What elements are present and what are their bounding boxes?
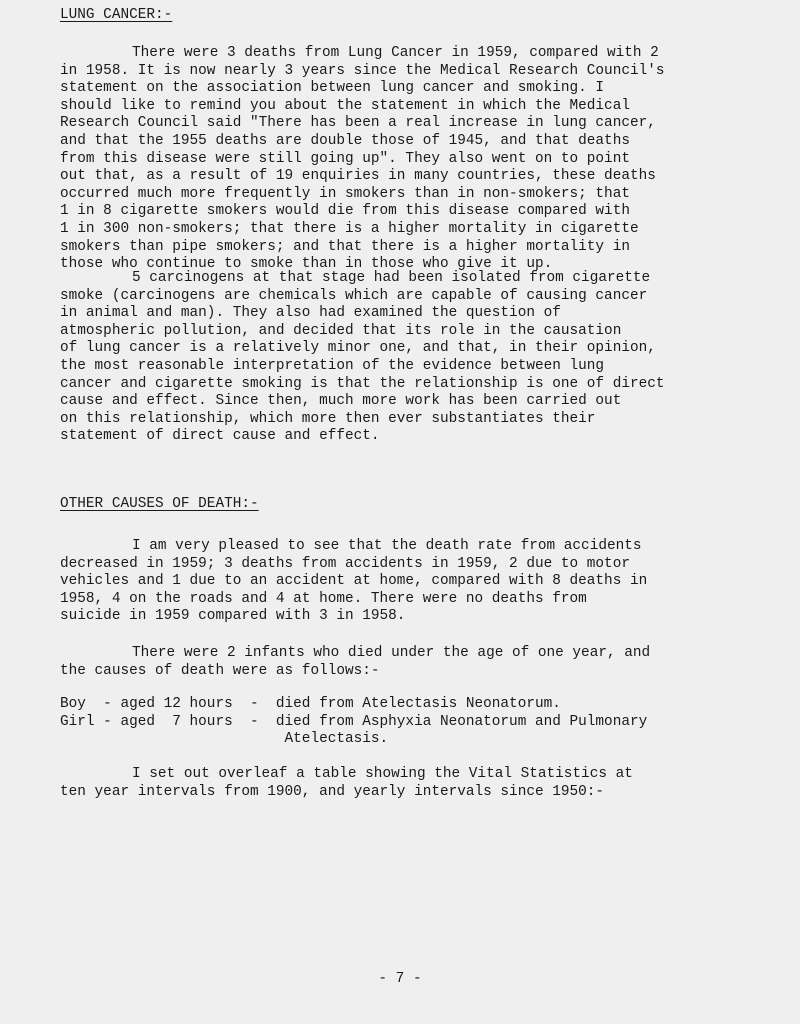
text-line: and that the 1955 deaths are double those of 1945, and that deaths — [60, 132, 630, 149]
text-line: on this relationship, which more then ever substantiates their — [60, 410, 596, 427]
text-line: the most reasonable interpretation of the evidence between lung — [60, 357, 605, 374]
heading-lung-cancer: LUNG CANCER:- — [60, 7, 173, 23]
heading-other-causes: OTHER CAUSES OF DEATH:- — [60, 496, 259, 512]
text-line: 5 carcinogens at that stage had been isolated from cigarette — [132, 270, 651, 286]
paragraph-lung-cancer-1 — [60, 45, 665, 274]
text-line: cancer and cigarette smoking is that the relationship is one of direct — [60, 375, 665, 392]
list-item: Boy - aged 12 hours - died from Atelectasis Neonatorum. — [60, 696, 561, 712]
text-line: decreased in 1959; 3 deaths from accidents in 1959, 2 due to motor — [60, 555, 630, 572]
text-line: 1 in 8 cigarette smokers would die from this disease compared with — [60, 203, 630, 220]
paragraph-infants — [60, 645, 650, 680]
text-line: I am very pleased to see that the death rate from accidents — [132, 538, 642, 554]
infant-cases-list — [60, 696, 647, 749]
text-line: 1958, 4 on the roads and 4 at home. There were no deaths from — [60, 590, 587, 607]
text-line: out that, as a result of 19 enquiries in many countries, these deaths — [60, 168, 656, 185]
text-line: statement of direct cause and effect. — [60, 428, 380, 445]
text-line: of lung cancer is a relatively minor one, and that, in their opinion, — [60, 340, 656, 357]
list-item: Atelectasis. — [60, 731, 389, 748]
text-line: in animal and man). They also had examined the question of — [60, 305, 561, 322]
paragraph-accidents — [60, 538, 647, 626]
text-line: statement on the association between lung cancer and smoking. I — [60, 80, 605, 97]
page-number: - 7 - — [378, 971, 422, 987]
text-line: 1 in 300 non-smokers; that there is a higher mortality in cigarette — [60, 220, 639, 237]
text-line: cause and effect. Since then, much more work has been carried out — [60, 393, 622, 410]
text-line: the causes of death were as follows:- — [60, 662, 380, 679]
paragraph-lung-cancer-2 — [60, 270, 665, 446]
text-line: those who continue to smoke than in those who give it up. — [60, 256, 553, 273]
text-line: I set out overleaf a table showing the Vital Statistics at — [132, 766, 633, 782]
text-line: Research Council said "There has been a real increase in lung cancer, — [60, 115, 656, 132]
text-line: occurred much more frequently in smokers than in non-smokers; that — [60, 185, 630, 202]
list-item: Girl - aged 7 hours - died from Asphyxia Neonatorum and Pulmonary — [60, 713, 648, 730]
text-line: There were 3 deaths from Lung Cancer in 1959, compared with 2 — [132, 45, 659, 61]
paragraph-overleaf — [60, 766, 633, 801]
text-line: vehicles and 1 due to an accident at home, compared with 8 deaths in — [60, 573, 648, 590]
text-line: atmospheric pollution, and decided that its role in the causation — [60, 322, 622, 339]
text-line: smokers than pipe smokers; and that there is a higher mortality in — [60, 238, 630, 255]
text-line: should like to remind you about the statement in which the Medical — [60, 97, 630, 114]
text-line: suicide in 1959 compared with 3 in 1958. — [60, 608, 406, 625]
text-line: in 1958. It is now nearly 3 years since the Medical Research Council's — [60, 62, 665, 79]
text-line: from this disease were still going up". They also went on to point — [60, 150, 630, 167]
text-line: There were 2 infants who died under the age of one year, and — [132, 645, 651, 661]
text-line: smoke (carcinogens are chemicals which are capable of causing cancer — [60, 287, 648, 304]
text-line: ten year intervals from 1900, and yearly intervals since 1950:- — [60, 783, 605, 800]
